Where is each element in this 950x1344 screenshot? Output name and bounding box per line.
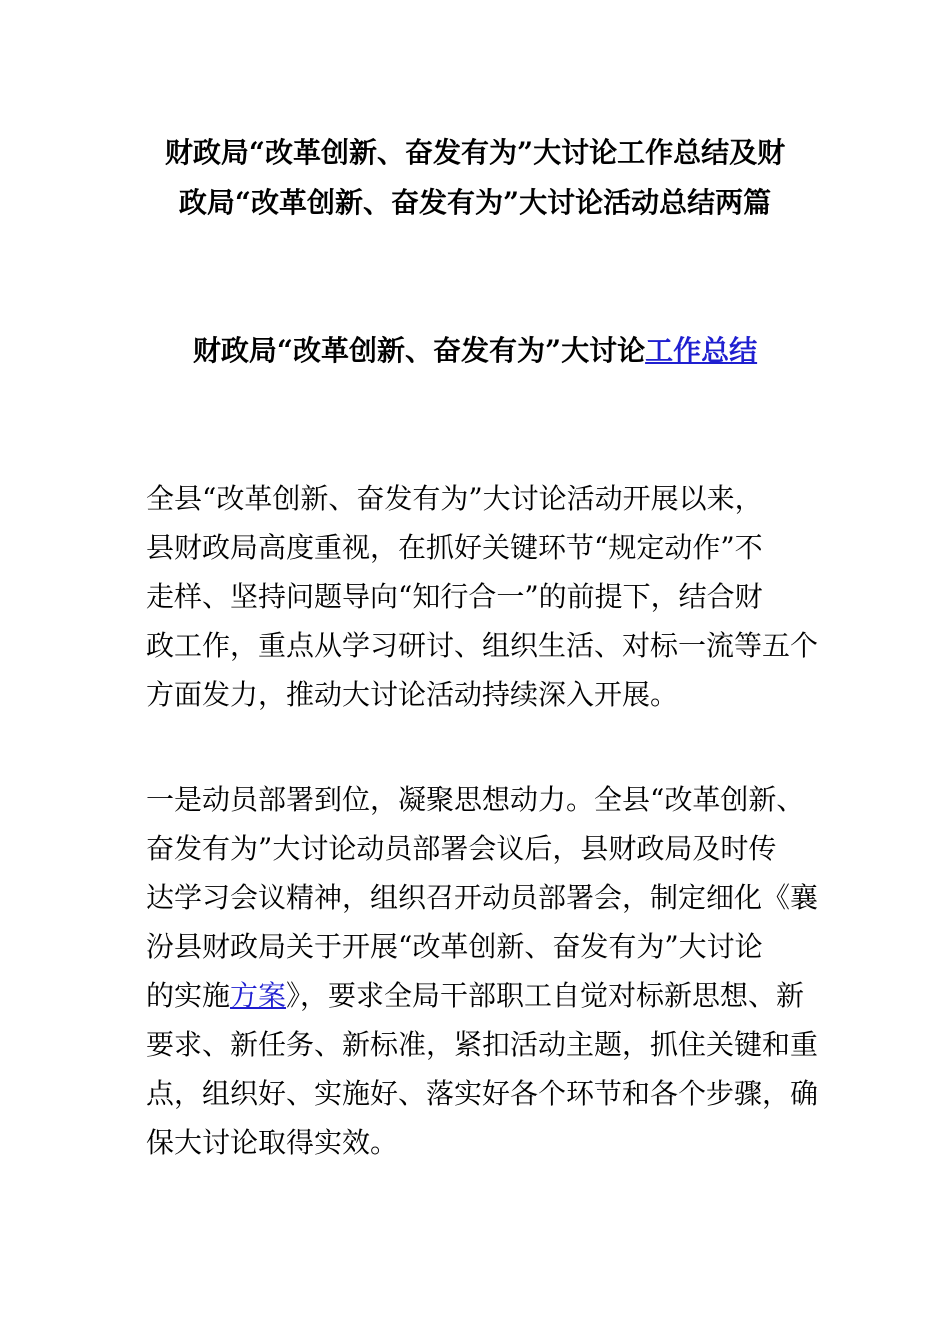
paragraph-2 — [146, 775, 826, 1167]
paragraph-2-line: 要求、新任务、新标准，紧扣活动主题，抓住关键和重 — [146, 1028, 819, 1061]
paragraph-2-line: 点，组织好、实施好、落实好各个环节和各个步骤，确 — [146, 1077, 819, 1110]
main-title — [100, 128, 850, 228]
section-title-text: 财政局“改革创新、奋发有为”大讨论 — [192, 334, 646, 367]
paragraph-2-line — [146, 971, 826, 1020]
paragraph-1-line: 走样、坚持问题导向“知行合一”的前提下，结合财 — [146, 580, 763, 613]
paragraph-1-line: 县财政局高度重视，在抓好关键环节“规定动作”不 — [146, 531, 763, 564]
paragraph-2-line: 奋发有为”大讨论动员部署会议后，县财政局及时传 — [146, 832, 777, 865]
paragraph-2-line: 一是动员部署到位，凝聚思想动力。全县“改革创新、 — [146, 783, 805, 816]
section-title — [100, 327, 850, 375]
paragraph-2-line: 汾县财政局关于开展“改革创新、奋发有为”大讨论 — [146, 930, 763, 963]
paragraph-2-line5-suffix: 》，要求全局干部职工自觉对标新思想、新 — [286, 979, 805, 1012]
plan-link[interactable]: 方案 — [230, 979, 287, 1012]
main-title-line-1: 财政局“改革创新、奋发有为”大讨论工作总结及财 — [164, 136, 786, 169]
paragraph-1-line: 政工作，重点从学习研讨、组织生活、对标一流等五个 — [146, 629, 819, 662]
paragraph-2-line: 保大讨论取得实效。 — [146, 1126, 399, 1159]
paragraph-2-line: 达学习会议精神，组织召开动员部署会，制定细化《襄 — [146, 881, 819, 914]
section-title-link[interactable]: 工作总结 — [645, 334, 758, 367]
paragraph-2-line5-prefix: 的实施 — [146, 979, 231, 1012]
paragraph-1-line: 全县“改革创新、奋发有为”大讨论活动开展以来， — [146, 482, 763, 515]
main-title-line-2: 政局“改革创新、奋发有为”大讨论活动总结两篇 — [178, 186, 772, 219]
paragraph-1-line: 方面发力，推动大讨论活动持续深入开展。 — [146, 678, 679, 711]
paragraph-1 — [146, 474, 826, 719]
